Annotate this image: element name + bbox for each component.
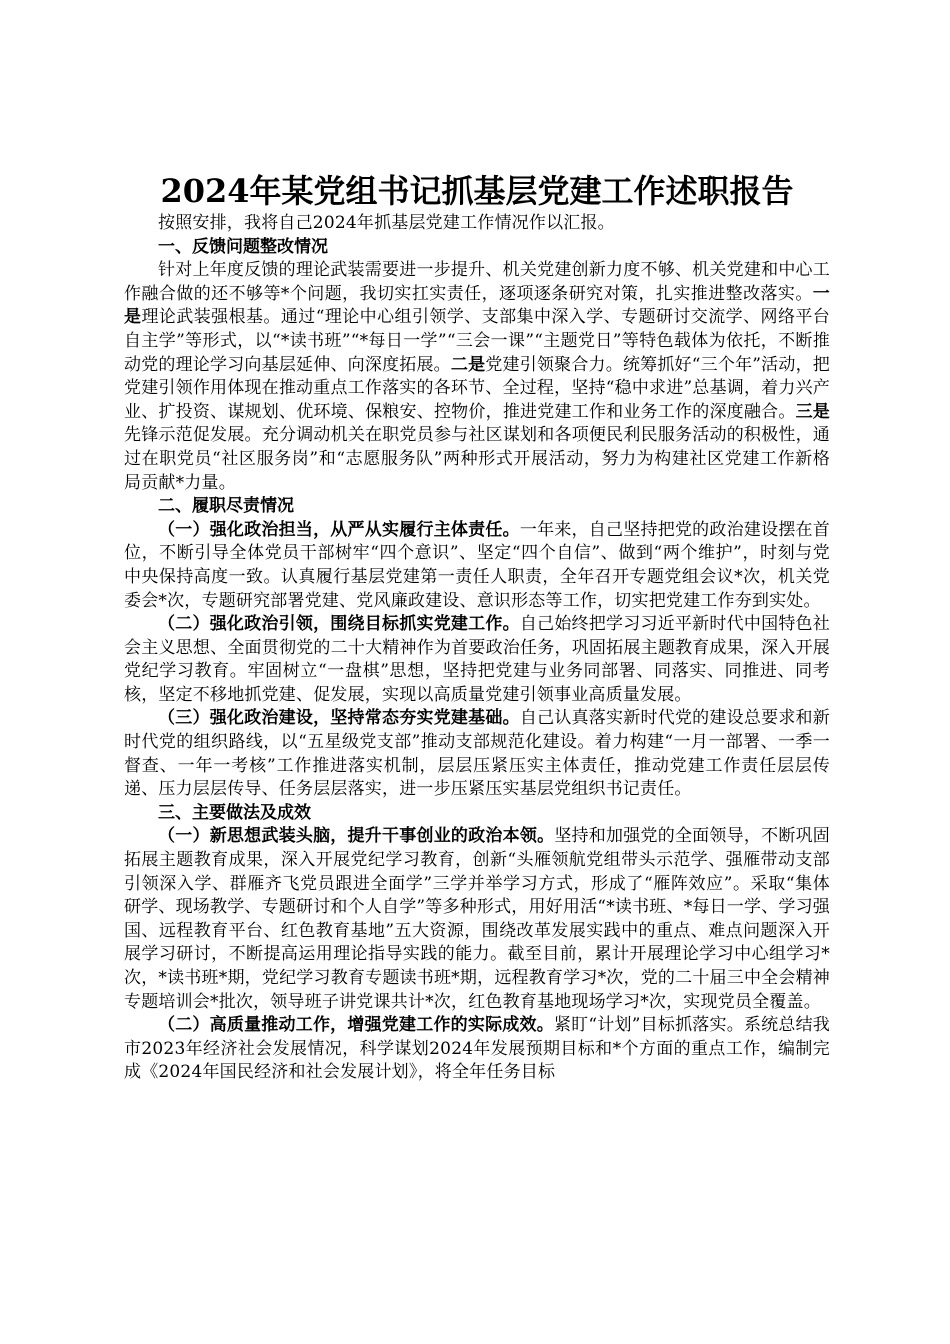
item-lead: （一）新思想武装头脑，提升干事创业的政治本领。 [158, 826, 555, 847]
intro-paragraph: 按照安排，我将自己2024年抓基层党建工作情况作以汇报。 [158, 213, 615, 233]
section-1-text-c: 理论武装强根基。通过“理论中心组引领学、支部集中深入学、专题研讨交流学、网络平台自主学”等形式，以“*读书班”“*每日一学”“三会一课”“主题党日”等特色载体为依托，不断推动党的理论学习向基层延伸、向深度拓展。 [124, 307, 830, 375]
item-lead: （一）强化政治担当，从严从实履行主体责任。 [158, 519, 520, 540]
item-lead: （二）强化政治引领，围绕目标抓实党建工作。 [158, 614, 520, 635]
section-1-text-e: 先锋示范促发展。充分调动机关在职党员参与社区谋划和各项便民利民服务活动的积极性，通过在职党员“社区服务岗”和“志愿服务队”两种形式开展活动，努力为构建社区党建工作新格局贡献*力量。 [124, 425, 830, 493]
section-3-item-2 [124, 1014, 830, 1085]
section-1-bold-one: 一是 [124, 283, 830, 328]
item-lead: （三）强化政治建设，坚持常态夯实党建基础。 [158, 708, 520, 729]
item-body: 自己始终把学习习近平新时代中国特色社会主义思想、全面贯彻党的二十大精神作为首要政治任务，巩固拓展主题教育成果，深入开展党纪学习教育。牢固树立“一盘棋”思想，坚持把党建与业务同部署、同落实、同推进、同考核，坚定不移地抓党建、促发展，实现以高质量党建引领事业高质量发展。 [124, 614, 830, 705]
section-2-heading: 二、履职尽责情况 [158, 496, 294, 517]
item-lead: （二）高质量推动工作，增强党建工作的实际成效。 [158, 1015, 554, 1036]
section-1-bold-two: 二是 [450, 354, 486, 375]
section-3-item-1 [124, 825, 830, 1014]
section-1-heading: 一、反馈问题整改情况 [158, 236, 328, 257]
section-1-bold-three: 三是 [795, 401, 830, 422]
section-1-text-a: 针对上年度反馈的理论武装需要进一步提升、机关党建创新力度不够、机关党建和中心工作融合做的还不够等*个问题，我切实扛实责任，逐项逐条研究对策，扎实推进整改落实。 [124, 260, 830, 304]
section-2-item-2 [124, 613, 830, 707]
section-2-item-1 [124, 519, 830, 613]
item-body: 坚持和加强党的全面领导，不断巩固拓展主题教育成果，深入开展党纪学习教育，创新“头雁领航党组带头示范学、强雁带动支部引领深入学、群雁齐飞党员跟进全面学”三学并举学习方式，形成了“雁阵效应”。采取“集体研学、现场教学、专题研讨和个人自学”等多种形式，用好用活“*读书班、*每日一学、学习强国、远程教育平台、红色教育基地”五大资源，围绕改革发展实践中的重点、难点问题深入开展学习研讨，不断提高运用理论指导实践的能力。截至目前，累计开展理论学习中心组学习*次，*读书班*期，党纪学习教育专题读书班*期，远程教育学习*次，党的二十届三中全会精神专题培训会*批次，领导班子讲党课共计*次，红色教育基地现场学习*次，实现党员全覆盖。 [124, 826, 830, 1012]
section-3-heading: 三、主要做法及成效 [158, 802, 311, 823]
item-body: 一年来，自己坚持把党的政治建设摆在首位，不断引导全体党员干部树牢“四个意识”、坚定“四个自信”、做到“两个维护”，时刻与党中央保持高度一致。认真履行基层党建第一责任人职责，全年召开专题党组会议*次，机关党委会*次，专题研究部署党建、党风廉政建设、意识形态等工作，切实把党建工作夯到实处。 [124, 519, 830, 611]
item-body: 自己认真落实新时代党的建设总要求和新时代党的组织路线，以“五星级党支部”推动支部规范化建设。着力构建“一月一部署、一季一督查、一年一考核”工作推进落实机制，层层压紧压实主体责任，推动党建工作责任层层传递、压力层层传导、任务层层落实，进一步压紧压实基层党组织书记责任。 [124, 708, 830, 800]
section-2-item-3 [124, 707, 830, 801]
document-page [124, 170, 830, 1085]
section-1-paragraph [124, 259, 830, 495]
document-title: 2024年某党组书记抓基层党建工作述职报告 [160, 172, 794, 210]
section-1-text-d: 党建引领聚合力。统筹抓好“三个年”活动，把党建引领作用体现在推动重点工作落实的各环节、全过程，坚持“稳中求进”总基调，着力兴产业、扩投资、谋规划、优环境、保粮安、控物价，推进党建工作和业务工作的深度融合。 [124, 354, 830, 422]
item-body: 紧盯“计划”目标抓落实。系统总结我市2023年经济社会发展情况，科学谋划2024年发展预期目标和*个方面的重点工作，编制完成《2024年国民经济和社会发展计划》，将全年任务目标 [124, 1015, 830, 1083]
